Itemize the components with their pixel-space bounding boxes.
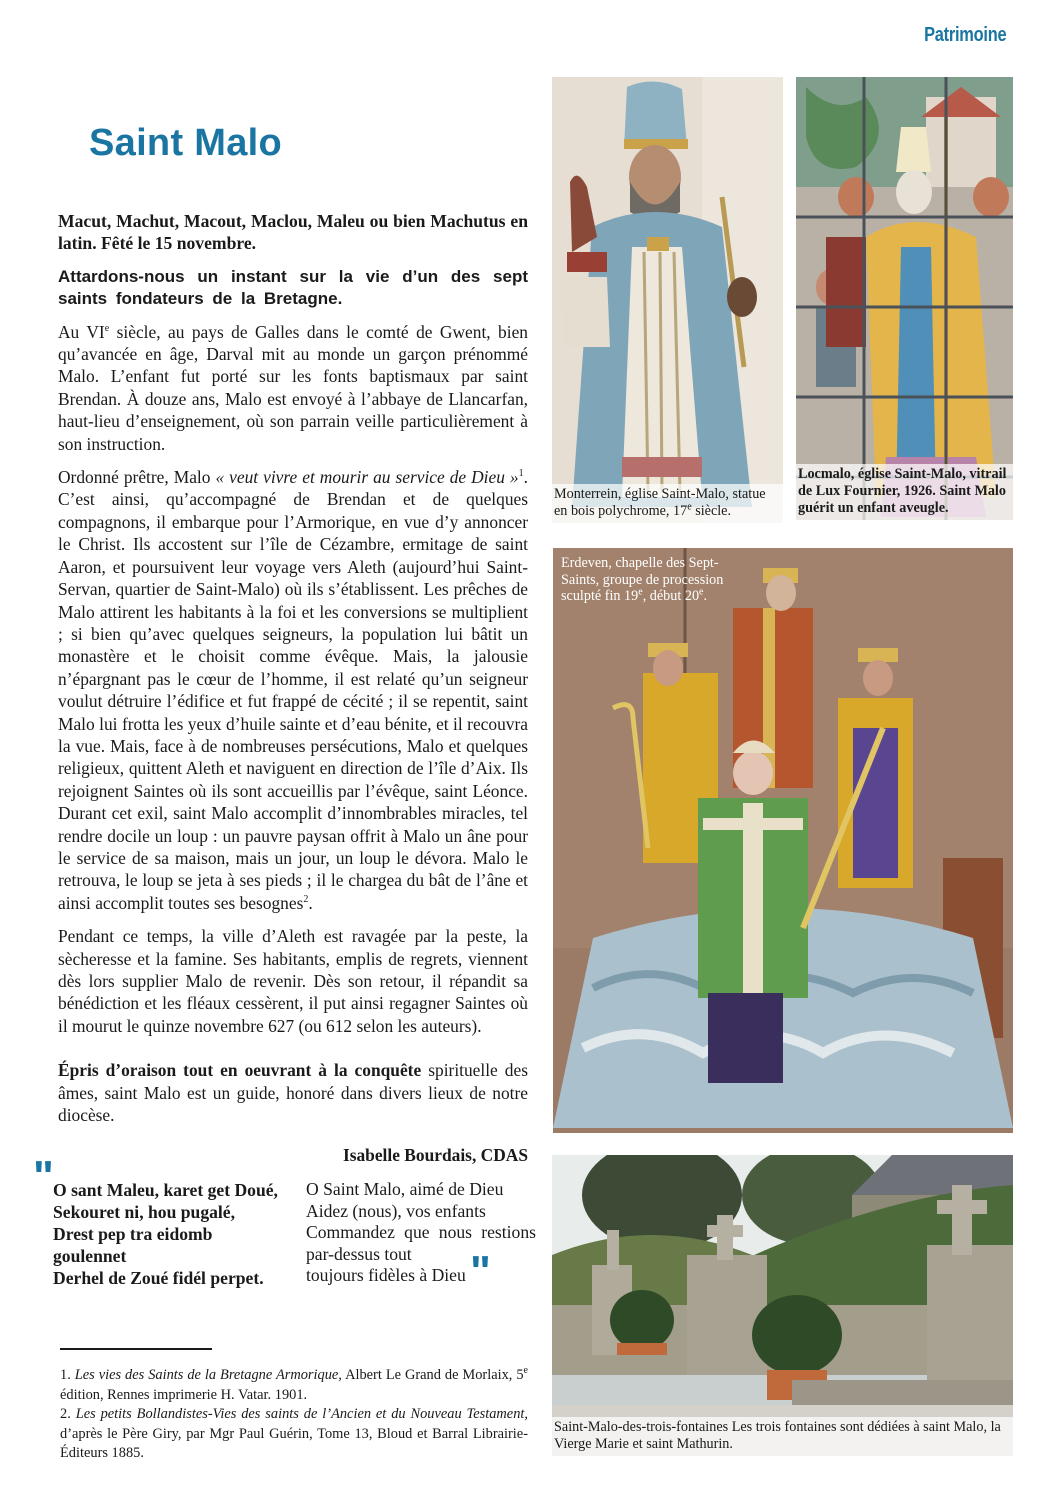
photo-caption (561, 555, 751, 605)
open-quote-icon: " (33, 1152, 54, 1201)
footnote-1 (60, 1366, 528, 1405)
article-body (58, 210, 528, 1178)
author-signature: Isabelle Bourdais, CDAS (342, 1145, 528, 1166)
breton-line: Derhel de Zoué fidél perpet. (53, 1268, 264, 1288)
article-intro: Macut, Machut, Macout, Maclou, Maleu ou bien Machutus en latin. Fêté le 15 novembre. (58, 211, 528, 254)
caption-sup: e (687, 501, 692, 513)
stained-glass-image (796, 77, 1013, 520)
french-line: toujours fidèles à Dieu (306, 1265, 466, 1285)
photo-caption: Saint-Malo-des-trois-fontaines Les trois fontaines sont dédiées à saint Malo, la Vierge Marie et saint Mathurin. (552, 1417, 1013, 1456)
caption-sup: e (699, 586, 704, 598)
footnote-2 (60, 1405, 528, 1464)
photo-caption: Locmalo, église Saint-Malo, vitrail de Lux Fournier, 1926. Saint Malo guérit un enfant aveugle. (796, 464, 1013, 520)
footnote-title: Les petits Bollandistes-Vies des saints de l’Ancien et du Nouveau Testament, (75, 1406, 528, 1422)
photo-caption (552, 484, 783, 523)
breton-line: Drest pep tra eidomb (53, 1224, 213, 1244)
fountains-image (552, 1155, 1013, 1456)
photo-erdeven-procession (553, 548, 1013, 1133)
breton-line: O sant Maleu, karet get Doué, (53, 1180, 278, 1200)
footnote-title: Les vies des Saints de la Bretagne Armorique, (74, 1367, 342, 1383)
article-subheading: Attardons-nous un instant sur la vie d’un des sept saints fondateurs de la Bretagne. (58, 266, 528, 309)
footnotes (60, 1366, 528, 1464)
footnote-ref-2[interactable]: 2 (303, 893, 309, 905)
caption-text: Erdeven, chapelle des Sept-Saints, groupe de procession sculpté fin 19 (561, 555, 724, 604)
footnote-text: Albert Le Grand de Morlaix, 5 (341, 1367, 524, 1383)
french-line: par-dessus tout (306, 1243, 412, 1264)
photo-monterrein-statue (552, 77, 783, 523)
prayer-french (306, 1179, 536, 1287)
procession-image (553, 548, 1013, 1133)
footnote-sup: e (523, 1365, 528, 1377)
footnote-number: 2. (60, 1406, 71, 1422)
para1-sup: e (104, 322, 110, 334)
caption-text: . (703, 588, 708, 604)
french-line: Commandez que nous restions (306, 1222, 536, 1242)
caption-text: Monterrein, église Saint-Malo, statue en bois polychrome, 17 (554, 486, 766, 519)
para2-quote: « veut vivre et mourir au service de Dieu » (215, 467, 519, 488)
photo-trois-fontaines (552, 1155, 1013, 1456)
page-title: Saint Malo (89, 122, 283, 164)
french-line: Aidez (nous), vos enfants (306, 1200, 486, 1221)
photo-locmalo-stained-glass (796, 77, 1013, 520)
para1-text: siècle, au pays de Galles dans le comté de Gwent, bien qu’avancée en âge, Darval mit au monde un garçon prénommé Malo. L’enfant fut porté sur les fonts baptismaux par saint Brendan. À douze ans, Malo est envoyé à l’abbaye de Llancarfan, haut-lieu d’enseignement, où son parrain veille particulièrement à son instruction. (58, 321, 528, 454)
footnote-ref-1[interactable]: 1 (518, 468, 524, 480)
caption-text: , début 20 (642, 588, 700, 604)
section-label: Patrimoine (923, 24, 1006, 46)
para2-suffix: . (308, 892, 313, 913)
footnote-text: d’après le Père Giry, par Mgr Paul Guérin, Tome 13, Bloud et Barral Librairie-Éditeurs 1885. (60, 1425, 528, 1461)
para4-text: spirituelle des âmes, saint Malo est un guide, honoré dans divers lieux de notre diocèse. (58, 1060, 528, 1126)
paragraph-4 (58, 1059, 528, 1126)
paragraph-2 (58, 466, 528, 914)
prayer-breton (53, 1179, 293, 1289)
breton-line: goulennet (53, 1246, 127, 1266)
para2-text: . C’est ainsi, qu’accompagné de Brendan et de quelques compagnons, il embarque pour l’Armorique, en vue d’y annoncer le Christ. Ils accostent sur l’île de Cézambre, ermitage de saint Aaron, et poursuivent leur voyage vers Aleth (aujourd’hui Saint-Servan, quartier de Saint-Malo) où ils s’établissent. Les prêches de Malo attirent les habitants à la foi et les conversions se multiplient ; si bien qu’avec quelques seigneurs, la population lui bâtit un monastère et le choisit comme évêque. Mais, la jalousie n’épargnant pas le cœur de l’homme, il est relaté qu’un seigneur voulut détruire l’édifice et fut frappé de cécité ; il se repentit, saint Malo lui frotta les yeux d’huile sainte et d’eau bénite, et il recouvra la vue. Mais, face à de nombreuses persécutions, Malo et quelques religieux, quittent Aleth et naviguent en direction de l’île d’Aix. Ils rejoignent Saintes où ils sont accueillis par l’évêque, saint Léonce. Durant cet exil, saint Malo accomplit d’innombrables miracles, tel rendre docile un loup : un pauvre paysan offrit à Malo un âne pour le service de sa maison, mais un jour, un loup le dévora. Malo le retrouva, le loup se jeta à ses pieds ; il le chargea du bât de l’âne et ainsi accomplit toutes ses besognes (58, 467, 528, 913)
statue-image (552, 77, 783, 523)
para1-prefix: Au VI (58, 321, 105, 342)
paragraph-1 (58, 321, 528, 455)
footnote-divider (60, 1348, 212, 1350)
footnote-number: 1. (60, 1367, 71, 1383)
para4-bold: Épris d’oraison tout en oeuvrant à la conquête (58, 1060, 422, 1081)
caption-sup: e (638, 586, 643, 598)
paragraph-3: Pendant ce temps, la ville d’Aleth est ravagée par la peste, la sècheresse et la famine. Ses habitants, emplis de regrets, viennent dès lors supplier Malo de revenir. Dès son retour, il répandit sa bénédiction et les fléaux cessèrent, il put ainsi regagner Saintes où il mourut le quinze novembre 627 (ou 612 selon les auteurs). (58, 926, 528, 1036)
close-quote-icon: " (470, 1247, 491, 1296)
footnote-text: édition, Rennes imprimerie H. Vatar. 1901. (60, 1386, 308, 1403)
breton-line: Sekouret ni, hou pugalé, (53, 1202, 236, 1222)
french-line: O Saint Malo, aimé de Dieu (306, 1179, 504, 1199)
para2-prefix: Ordonné prêtre, Malo (58, 467, 216, 488)
caption-text: siècle. (691, 503, 732, 519)
